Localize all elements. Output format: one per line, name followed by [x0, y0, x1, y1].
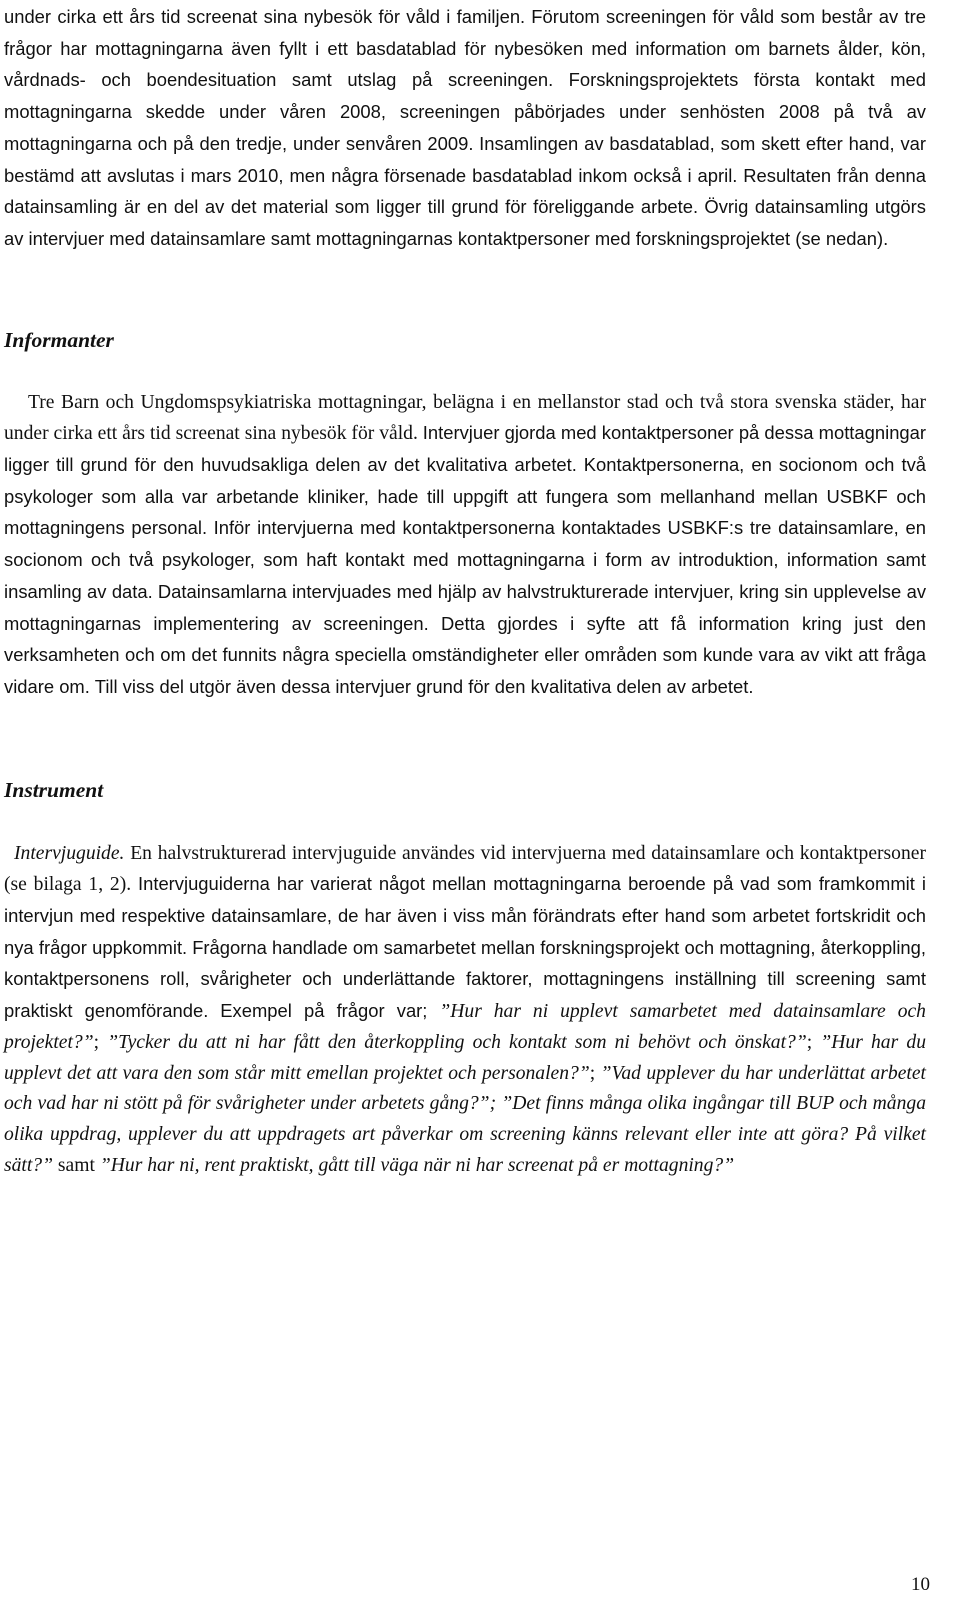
informanter-paragraph — [4, 388, 926, 704]
example-question-5: ”Hur har ni, rent praktiskt, gått till väga när ni har screenat på er mottagning?” — [99, 1154, 735, 1176]
page-number: 10 — [911, 1574, 930, 1595]
section-heading-instrument: Instrument — [4, 777, 104, 802]
instrument-sentence-1: En halvstrukturerad intervjuguide användes vid intervjuerna med datainsamlare och kontaktpersoner (se bilaga 1, 2). — [4, 842, 926, 896]
example-question-3: ”Hur har du upplevt det att vara den som står mitt emellan projektet och personalen?” — [4, 1031, 926, 1084]
example-question-2: ”Tycker du att ni har fått den återkoppling och kontakt som ni behövt och önskat?” — [107, 1031, 807, 1053]
informanter-sentence-4: Inför intervjuerna med kontaktpersonerna kontaktades USBKF:s tre datainsamlare, en socionom och två psykologer, som haft kontakt med mottagningarna i form av introduktion, information samt insamling av data. — [4, 517, 926, 602]
example-question-4: ”Vad upplever du har underlättat arbetet och vad har ni stött på för svårigheter under arbetets gång?”; ”Det finns många olika ingångar till BUP och många olika uppdrag, upplever du att uppdragets art påverkar om screening känns relevant eller inte att göra? På vilket sätt?” — [4, 1062, 926, 1176]
intro-sentence-4: Insamlingen av basdatablad, som skett efter hand, var bestämd att avslutas i mars 2010, men några försenade basdatablad inkom också i april. — [4, 132, 926, 186]
question-separator-1: ; — [93, 1031, 100, 1053]
instrument-subheading: Intervjuguide. — [14, 842, 125, 864]
instrument-sentence-3: Frågorna handlade om samarbetet mellan forskningsprojekt och mottagning, återkoppling, kontaktpersonens roll, svårigheter och underlättande faktorer, mottagningens inställning till screening samt praktiskt genomförande. — [4, 936, 926, 1022]
document-page — [4, 2, 926, 1181]
informanter-sentence-7: Till viss del utgör även dessa intervjuer grund för den kvalitativa delen av arbetet. — [94, 675, 754, 697]
example-question-1: ”Hur har ni upplevt samarbetet med datainsamlare och projektet?” — [4, 1001, 926, 1053]
intro-sentence-2: Förutom screeningen för våld som består av tre frågor har mottagningarna även fyllt i ett basdatablad för nybesöken med information om barnets ålder, kön, vårdnads- och boendesituation samt utslag på screeningen. — [4, 6, 926, 91]
instrument-sentence-2: Intervjuguiderna har varierat något mellan mottagningarna beroende på vad som framkommit i intervjun med respektive datainsamlare, de har även i viss mån förändrats efter hand som arbetet fortskridit och nya frågor uppkommit. — [4, 873, 926, 958]
intro-paragraph — [4, 2, 926, 256]
informanter-sentence-2: Intervjuer gjorda med kontaktpersoner på dessa mottagningar ligger till grund för den huvudsakliga delen av det kvalitativa arbetet. — [4, 422, 926, 476]
instrument-paragraph — [4, 839, 926, 1182]
informanter-sentence-1: Tre Barn och Ungdomspsykiatriska mottagningar, belägna i en mellanstor stad och två stora svenska städer, har under cirka ett års tid screenat sina nybesök för våld. — [4, 391, 926, 445]
intro-sentence-1: under cirka ett års tid screenat sina nybesök för våld i familjen. — [4, 6, 526, 27]
informanter-sentence-5: Datainsamlarna intervjuades med hjälp av halvstrukturerade intervjuer, kring sin upplevelse av mottagningarnas implementering av screeningen. — [4, 580, 927, 634]
instrument-sentence-4-lead: Exempel på frågor var; — [220, 1000, 428, 1022]
informanter-sentence-3: Kontaktpersonerna, en socionom och två psykologer som alla var arbetande kliniker, hade till uppgift att fungera som mellanhand mellan USBKF och mottagningens personal. — [4, 454, 927, 539]
question-separator-3: ; — [589, 1062, 596, 1084]
intro-sentence-5: Resultaten från denna datainsamling är en del av det material som ligger till grund för föreliggande arbete. — [4, 164, 927, 218]
question-separator-2: ; — [806, 1031, 813, 1053]
intro-sentence-3: Forskningsprojektets första kontakt med mottagningarna skedde under våren 2008, screeningen påbörjades under senhösten 2008 på två av mottagningarna och på den tredje, under senvåren 2009. — [4, 69, 926, 154]
intro-sentence-6: Övrig datainsamling utgörs av intervjuer med datainsamlare samt mottagningarnas kontaktpersoner med forskningsprojektet (se nedan). — [4, 196, 926, 249]
section-heading-informanter: Informanter — [4, 327, 114, 352]
informanter-sentence-6: Detta gjordes i syfte att få information kring just den verksamheten och om det funnits några speciella omständigheter eller områden som kunde vara av vikt att fråga vidare om. — [4, 612, 926, 697]
question-conjunction: samt — [57, 1154, 95, 1176]
